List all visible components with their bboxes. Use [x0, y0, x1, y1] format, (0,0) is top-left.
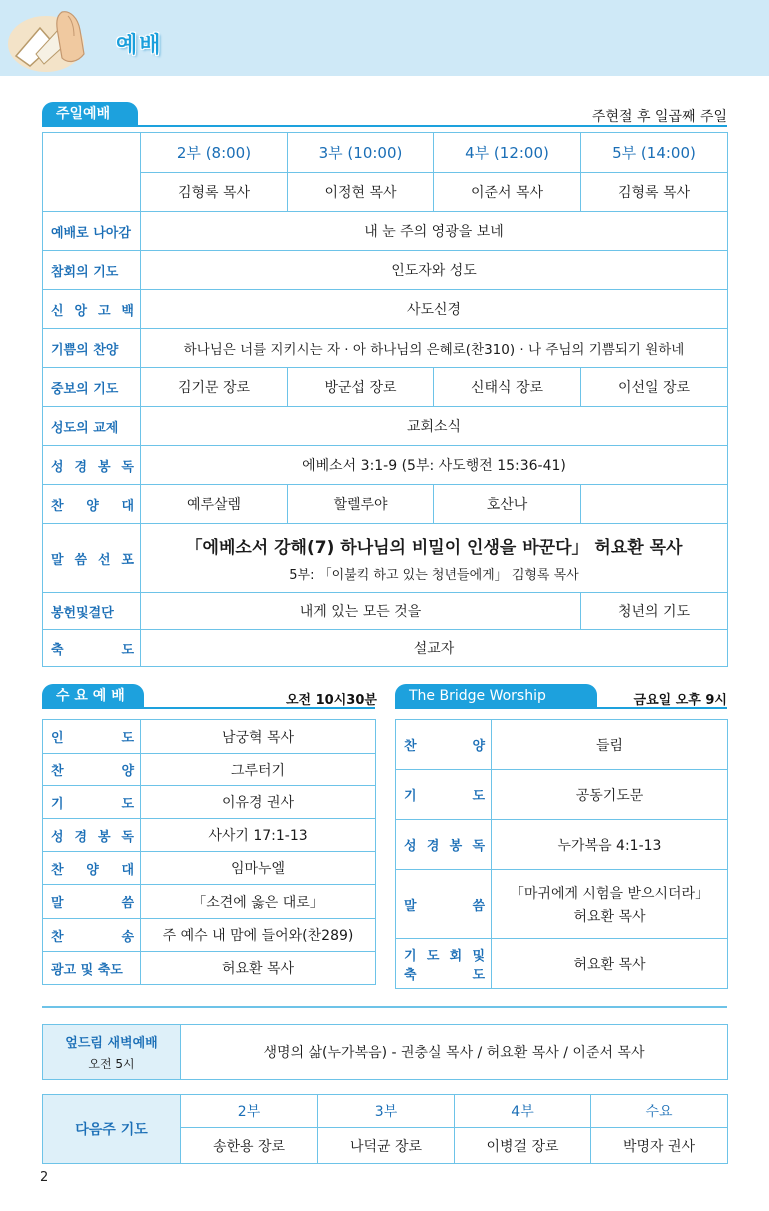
- next-week-col: 3부: [318, 1095, 455, 1128]
- sermon-cell: [492, 870, 728, 939]
- row-value: 허요환 목사: [141, 952, 376, 985]
- bridge-note: 금요일 오후 9시: [633, 693, 727, 708]
- row-value: 들림: [492, 720, 728, 770]
- next-week-name: 송한용 장로: [181, 1128, 318, 1164]
- row-value: 공동기도문: [492, 770, 728, 820]
- intercessor: 이선일 장로: [581, 368, 728, 407]
- row-label: 참회의 기도: [43, 251, 141, 290]
- row-label: 예배로 나아감: [43, 212, 141, 251]
- row-label: 찬 양: [396, 720, 492, 770]
- corner-cell: [43, 133, 141, 212]
- row-label: 성 경 봉 독: [43, 819, 141, 852]
- choir-name: [581, 485, 728, 524]
- row-label: 찬 송: [43, 919, 141, 952]
- sunday-note: 주현절 후 일곱째 주일: [591, 109, 727, 125]
- row-value: 이유경 권사: [141, 786, 376, 819]
- row-value: 임마누엘: [141, 852, 376, 885]
- next-week-name: 박명자 권사: [591, 1128, 728, 1164]
- row-value-2: 허요환 목사: [573, 908, 646, 925]
- row-value: 내게 있는 모든 것을: [141, 593, 581, 630]
- service-pastor: 이정현 목사: [288, 173, 434, 212]
- row-label: 성 경 봉 독: [43, 446, 141, 485]
- sunday-worship-tab: 주일예배: [42, 102, 138, 126]
- wednesday-worship-tab: 수 요 예 배: [42, 684, 144, 708]
- choir-name: 할렐루야: [288, 485, 434, 524]
- row-label: 말 씀: [43, 885, 141, 919]
- row-value-2: 청년의 기도: [581, 593, 728, 630]
- intercessor: 방군섭 장로: [288, 368, 434, 407]
- row-label: 기 도: [43, 786, 141, 819]
- row-value: 인도자와 성도: [141, 251, 728, 290]
- row-label: 광고 및 축도: [43, 952, 141, 985]
- row-label: 기쁨의 찬양: [43, 329, 141, 368]
- row-value: 누가복음 4:1-13: [492, 820, 728, 870]
- row-label: 찬 양 대: [43, 852, 141, 885]
- dawn-label-cell: [43, 1025, 181, 1080]
- page-title: 예배: [116, 33, 163, 58]
- dawn-label: 엎드림 새벽예배: [65, 1036, 158, 1051]
- row-value: 사사기 17:1-13: [141, 819, 376, 852]
- row-label: 말 씀: [396, 870, 492, 939]
- sermon-title: 「에베소서 강해(7) 하나님의 비밀이 인생을 바꾼다」 허요환 목사: [185, 538, 683, 558]
- row-label: 중보의 기도: [43, 368, 141, 407]
- service-time: 3부 (10:00): [288, 133, 434, 173]
- next-week-col: 2부: [181, 1095, 318, 1128]
- row-label: 신 앙 고 백: [43, 290, 141, 329]
- dawn-worship-table: [42, 1024, 728, 1080]
- row-value: 에베소서 3:1-9 (5부: 사도행전 15:36-41): [141, 446, 728, 485]
- row-label: 말 씀 선 포: [43, 524, 141, 593]
- section-divider: [42, 1006, 727, 1008]
- row-value: 설교자: [141, 630, 728, 667]
- service-time: 5부 (14:00): [581, 133, 728, 173]
- next-week-name: 이병걸 장로: [455, 1128, 591, 1164]
- row-label: 찬 양: [43, 754, 141, 786]
- wednesday-note: 오전 10시30분: [286, 693, 377, 708]
- row-label: 기 도 회 및 축 도: [396, 939, 492, 989]
- row-label: 축 도: [43, 630, 141, 667]
- row-value: 남궁혁 목사: [141, 720, 376, 754]
- intercessor: 김기문 장로: [141, 368, 288, 407]
- row-label: 봉헌및결단: [43, 593, 141, 630]
- row-value: 「소견에 옳은 대로」: [141, 885, 376, 919]
- row-label: 인 도: [43, 720, 141, 754]
- page-header: [0, 0, 769, 76]
- next-week-col: 수요: [591, 1095, 728, 1128]
- dawn-value: 생명의 삶(누가복음) - 권충실 목사 / 허요환 목사 / 이준서 목사: [181, 1025, 728, 1080]
- bridge-worship-tab: The Bridge Worship: [395, 684, 597, 708]
- sunday-worship-table: [42, 132, 728, 667]
- service-pastor: 이준서 목사: [434, 173, 581, 212]
- sermon-cell: [141, 524, 728, 593]
- row-label: 기 도: [396, 770, 492, 820]
- service-pastor: 김형록 목사: [581, 173, 728, 212]
- row-value: 「마귀에게 시험을 받으시더라」: [509, 885, 710, 902]
- service-time: 2부 (8:00): [141, 133, 288, 173]
- row-value: 사도신경: [141, 290, 728, 329]
- row-value: 그루터기: [141, 754, 376, 786]
- row-value: 주 예수 내 맘에 들어와(찬289): [141, 919, 376, 952]
- bridge-worship-table: [395, 719, 728, 989]
- intercessor: 신태식 장로: [434, 368, 581, 407]
- row-value: 허요환 목사: [492, 939, 728, 989]
- row-value: 하나님은 너를 지키시는 자 · 아 하나님의 은혜로(찬310) · 나 주님의 기쁨되기 원하네: [141, 329, 728, 368]
- next-week-prayer-table: [42, 1094, 728, 1164]
- row-label: 찬 양 대: [43, 485, 141, 524]
- next-week-name: 나덕균 장로: [318, 1128, 455, 1164]
- page-number: 2: [40, 1170, 49, 1185]
- row-value: 교회소식: [141, 407, 728, 446]
- choir-name: 예루살렘: [141, 485, 288, 524]
- dawn-time: 오전 5시: [88, 1057, 135, 1071]
- service-pastor: 김형록 목사: [141, 173, 288, 212]
- row-label: 성 경 봉 독: [396, 820, 492, 870]
- praying-hands-icon: [6, 4, 98, 74]
- next-week-col: 4부: [455, 1095, 591, 1128]
- choir-name: 호산나: [434, 485, 581, 524]
- sermon-sub: 5부: 「이불킥 하고 있는 청년들에게」 김형록 목사: [289, 568, 579, 583]
- row-value: 내 눈 주의 영광을 보네: [141, 212, 728, 251]
- next-week-label: 다음주 기도: [43, 1095, 181, 1164]
- wednesday-worship-table: [42, 719, 376, 985]
- service-time: 4부 (12:00): [434, 133, 581, 173]
- row-label: 성도의 교제: [43, 407, 141, 446]
